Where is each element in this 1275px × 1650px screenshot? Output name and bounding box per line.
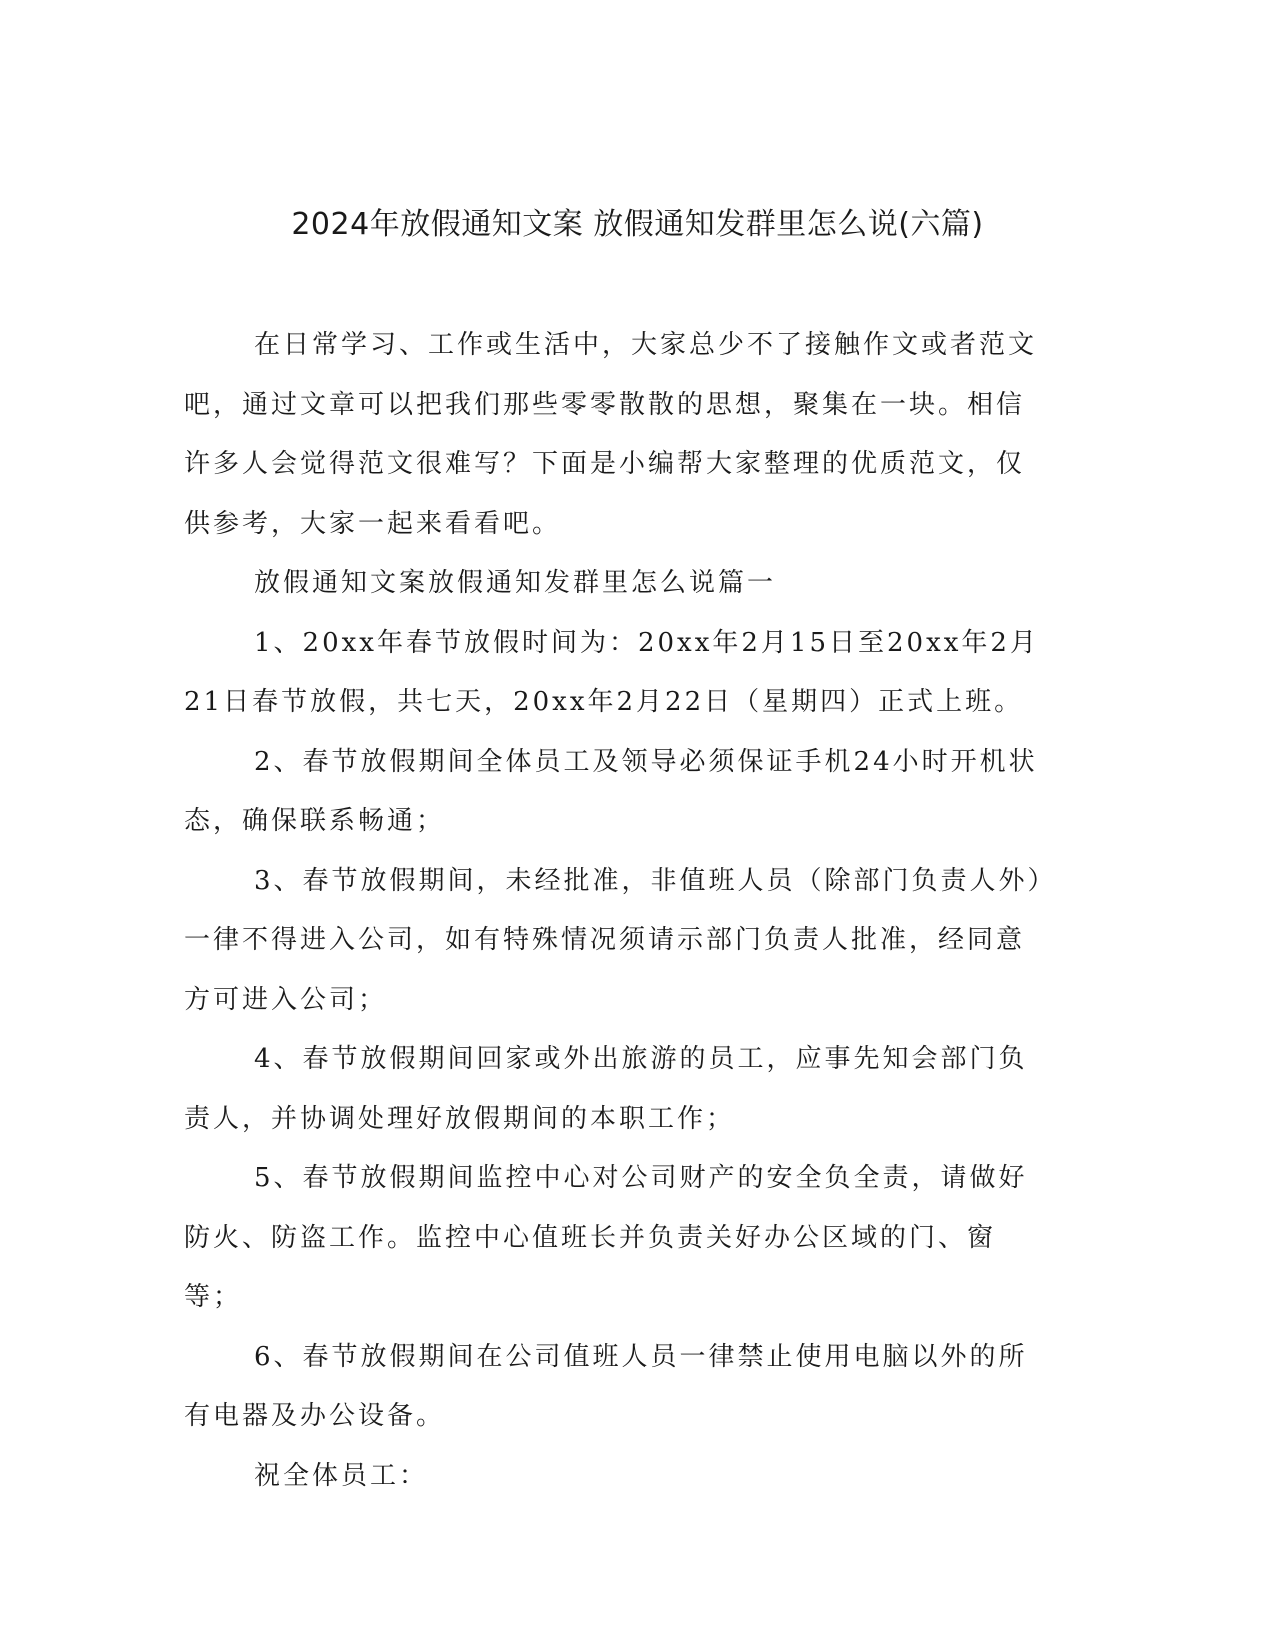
closing-greeting: 祝全体员工： bbox=[254, 1460, 429, 1491]
document-title: 2024年放假通知文案 放假通知发群里怎么说(六篇) bbox=[291, 207, 984, 242]
list-item-5: 5、春节放假期间监控中心对公司财产的安全负全责，请做好防火、防盗工作。监控中心值班长并负责关好办公区域的门、窗等； bbox=[184, 1163, 1028, 1312]
list-item-1: 1、20xx年春节放假时间为：20xx年2月15日至20xx年2月21日春节放假，共七天，20xx年2月22日（星期四）正式上班。 bbox=[184, 627, 1039, 717]
document-body bbox=[184, 316, 1046, 1506]
section-heading: 放假通知文案放假通知发群里怎么说篇一 bbox=[254, 568, 777, 598]
list-item-2: 2、春节放假期间全体员工及领导必须保证手机24小时开机状态，确保联系畅通； bbox=[184, 746, 1038, 836]
list-item-3: 3、春节放假期间，未经批准，非值班人员（除部门负责人外）一律不得进入公司，如有特殊情况须请示部门负责人批准，经同意方可进入公司； bbox=[184, 865, 1044, 1015]
list-item-6: 6、春节放假期间在公司值班人员一律禁止使用电脑以外的所有电器及办公设备。 bbox=[184, 1341, 1028, 1431]
list-item-4: 4、春节放假期间回家或外出旅游的员工，应事先知会部门负责人，并协调处理好放假期间的本职工作； bbox=[184, 1044, 1028, 1134]
intro-paragraph: 在日常学习、工作或生活中，大家总少不了接触作文或者范文吧，通过文章可以把我们那些零零散散的思想，聚集在一块。相信许多人会觉得范文很难写？下面是小编帮大家整理的优质范文，仅供参考，大家一起来看看吧。 bbox=[184, 330, 1038, 539]
